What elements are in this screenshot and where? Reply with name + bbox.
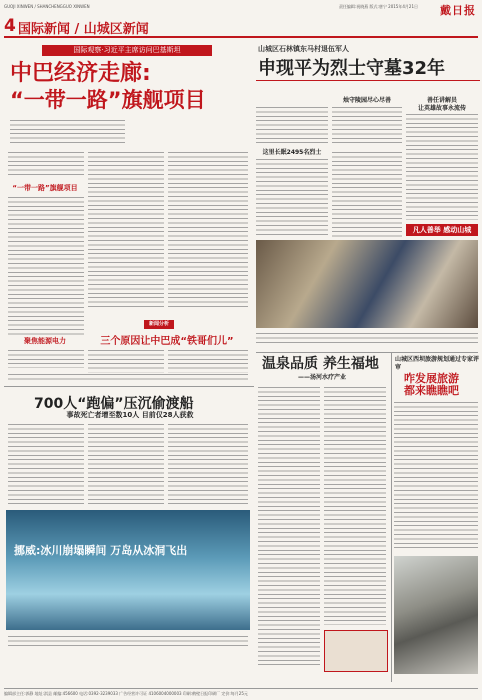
bottom-left-rule: [4, 386, 254, 387]
bottom-left-subtitle: 事故死亡者增至数10人 目前仅28人获救: [66, 411, 194, 419]
col2-head: 这里长眠2495名烈士: [262, 149, 322, 156]
bottom-right-kicker: 山城区西坝旅游规划通过专家评审: [395, 356, 480, 371]
lead-kicker: 国际观察·习近平主席访问巴基斯坦: [42, 45, 212, 56]
bottom-left-column-1: [8, 422, 84, 507]
analysis-column-1: [88, 348, 164, 373]
lead-title-1: 中巴经济走廊:: [10, 61, 151, 86]
bottom-left-banner: 挪威:冰川崩塌瞬间 万岛从冰洞飞出: [14, 544, 188, 557]
lead-subhead-2: 聚焦能源电力: [24, 337, 66, 345]
right-photo-caption: [256, 331, 478, 343]
lead-column-1c: [8, 348, 84, 368]
lead-column-full: [8, 372, 248, 380]
bottom-right-title-2: 都来瞧瞧吧: [404, 384, 459, 397]
right-photo: [256, 240, 478, 328]
right-column-1: [256, 105, 328, 145]
masthead-right: 责任编辑:祝晓燕 版式:唐宁 2015年4月21日: [338, 4, 418, 9]
right-column-2: [332, 105, 402, 145]
right-title: 申现平为烈士守墓32年: [258, 58, 446, 79]
col3-head-2: 让英雄故事永流传: [417, 105, 466, 112]
bottom-left-caption: [8, 634, 248, 648]
right-column-3: [406, 112, 478, 220]
bottom-mid-column-2: [324, 385, 386, 625]
col3-head-1: 善任讲解员: [426, 97, 457, 104]
bottom-right-vrule: [391, 352, 392, 682]
bottom-mid-title: 温泉品质 养生福地: [262, 356, 379, 372]
page-number: 4: [4, 16, 16, 36]
bottom-mid-ad: [324, 630, 388, 672]
right-kicker: 山城区石林镇东马村退伍军人: [258, 45, 349, 53]
footer: [4, 688, 478, 699]
col1-head: 烛守陵园尽心尽善: [342, 97, 391, 104]
right-rule: [256, 80, 480, 81]
bottom-left-photo: [6, 510, 250, 630]
right-column-1b: [256, 157, 328, 237]
lead-column-3: [168, 150, 248, 310]
bottom-mid-column-1: [258, 385, 320, 665]
right-column-2b: [332, 150, 402, 237]
bottom-right-photo: [394, 556, 478, 674]
analysis-column-2: [168, 348, 248, 373]
masthead-left: GUOJI XINWEN / SHANCHENGGUO XINWEN: [4, 4, 90, 9]
page-header: [4, 16, 478, 38]
lead-column-2: [88, 150, 164, 310]
bottom-left-column-3: [168, 422, 248, 507]
lead-subhead: “一带一路”旗舰项目: [12, 184, 78, 192]
bottom-left-title: 700人“跑偏”压沉偷渡船: [34, 396, 194, 412]
lead-column-1b: [8, 195, 84, 335]
footer-text: 编辑部主任:郭静 地址:淇县 邮编:456600 电话:0392-3239033 广告经营许可证 4106004000003 印刷:鹤壁日报印刷厂 定价:每月25元: [4, 691, 248, 696]
analysis-title: 三个原因让中巴成“铁哥们儿”: [100, 336, 234, 347]
bottom-right-title-1: 咋发展旅游: [404, 372, 459, 385]
bottom-mid-subtitle: ——汤河水疗产业: [297, 374, 346, 381]
bottom-right-column: [394, 400, 478, 550]
section-title: 国际新闻 / 山城区新闻: [18, 22, 149, 37]
masthead: [4, 2, 478, 17]
lead-summary: [10, 118, 125, 144]
bottom-left-column-2: [88, 422, 164, 507]
analysis-tag: 新闻分析: [144, 320, 174, 329]
lead-title-2: “一带一路”旗舰项目: [10, 88, 206, 112]
slogan: 凡人善举 感动山城: [406, 224, 478, 236]
newspaper-logo: 戴日报: [440, 4, 476, 17]
lead-column-1: [8, 150, 84, 175]
